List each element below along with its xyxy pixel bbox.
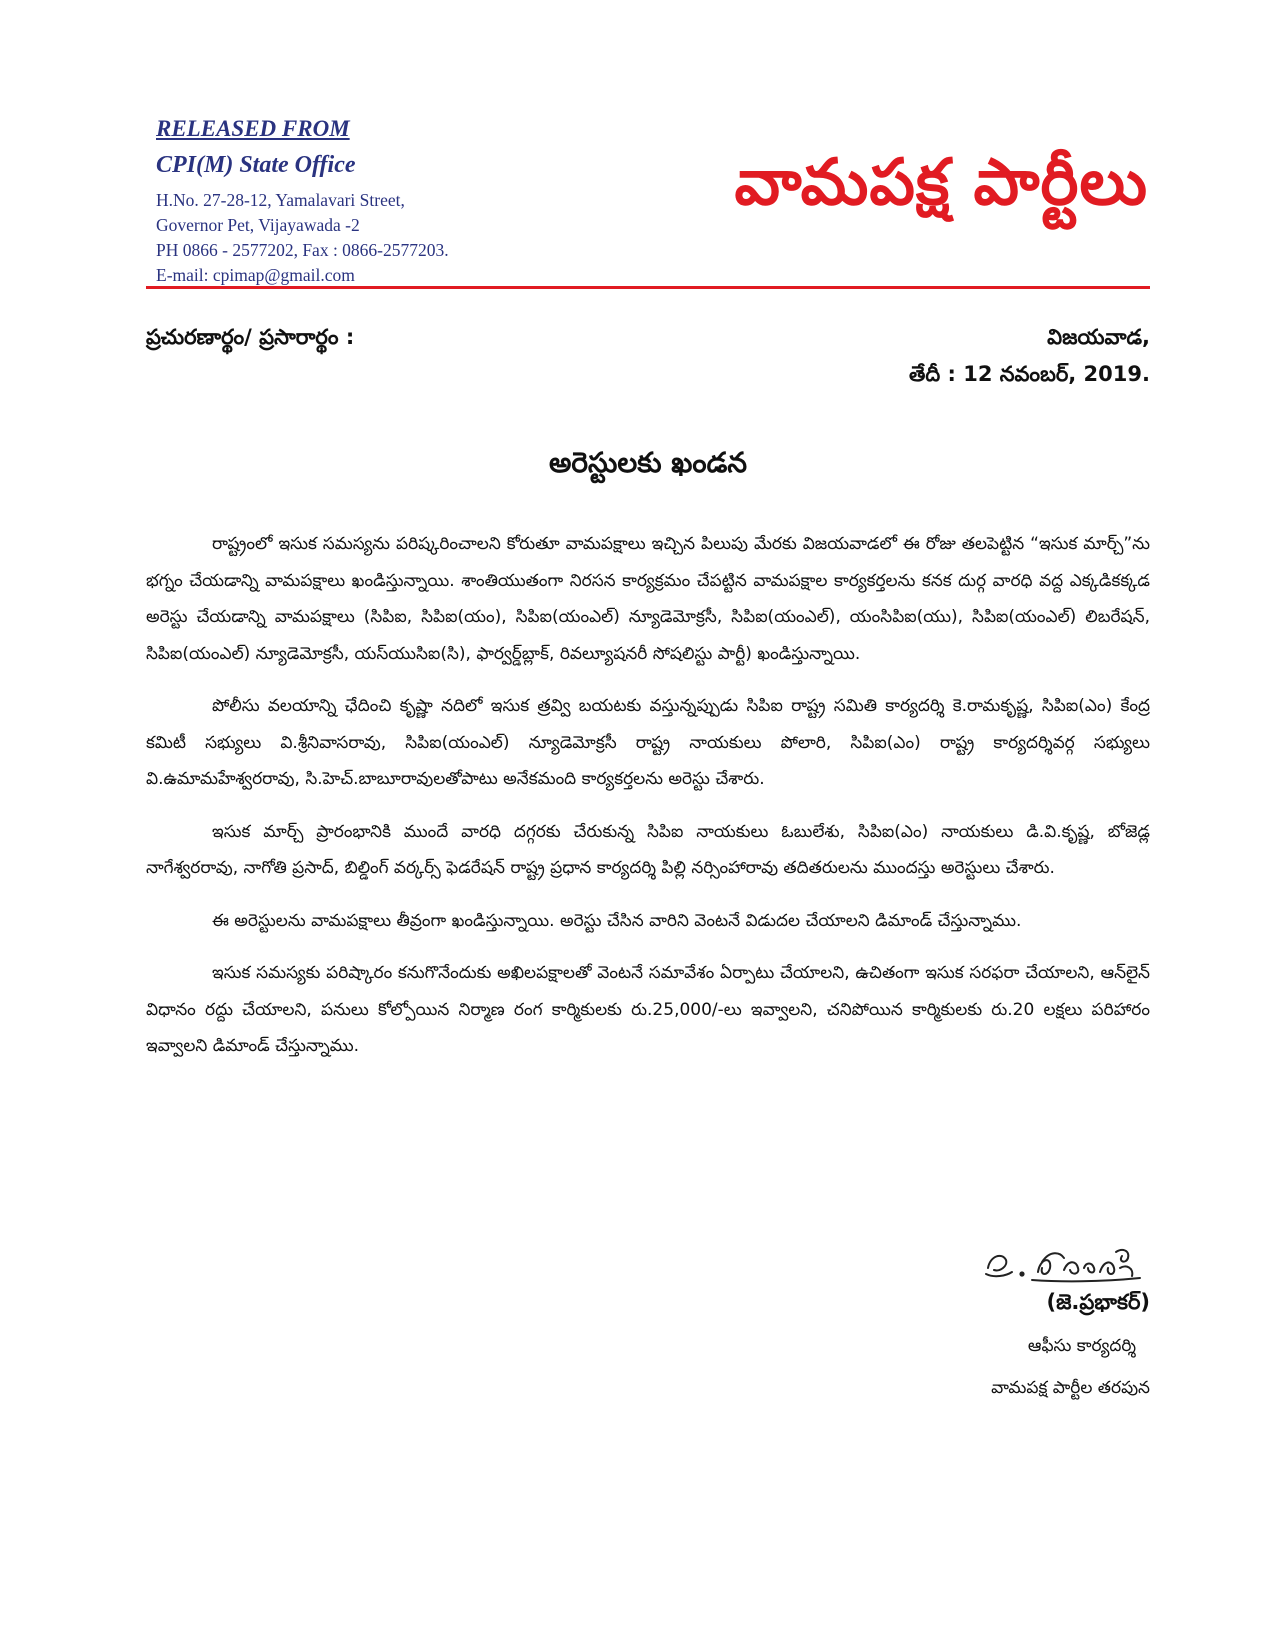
body-paragraph-4: ఈ అరెస్టులను వామపక్షాలు తీవ్రంగా ఖండిస్తున్నాయి. అరెస్టు చేసిన వారిని వెంటనే విడుదల చేయాలని డిమాండ్ చేస్తున్నాము. (212, 910, 1022, 931)
body-paragraph-3: ఇసుక మార్చ్ ప్రారంభానికి ముందే వారధి దగ్గరకు చేరుకున్న సిపిఐ నాయకులు ఓబులేశు, సిపిఐ(ఎం) నాయకులు డి.వి.కృష్ణ, బోజెడ్ల నాగేశ్వరరావు, నాగోతి ప్రసాద్, బిల్డింగ్ వర్కర్స్ ఫెడరేషన్ రాష్ట్ర ప్రధాన కార్యదర్శి పిల్లి నర్సింహారావు తదితరులను ముందస్తు అరెస్టులు చేశారు. (146, 821, 1150, 878)
office-name: CPI(M) State Office (156, 152, 356, 178)
place-label: విజయవాడ, (1047, 325, 1150, 349)
date-label: తేదీ : 12 నవంబర్, 2019. (909, 362, 1150, 386)
address-line-city: Governor Pet, Vijayawada -2 (156, 215, 360, 235)
document-body (146, 526, 1150, 1081)
signatory-organization: వామపక్ష పార్టీల తరపున (991, 1378, 1150, 1398)
document-title: అరెస్టులకు ఖండన (549, 446, 747, 479)
address-line-street: H.No. 27-28-12, Yamalavari Street, (156, 190, 405, 210)
office-address (156, 188, 449, 288)
signatory-title: ఆఫీసు కార్యదర్శి (1027, 1336, 1136, 1356)
signatory-name: (జె.ప్రభాకర్) (1046, 1290, 1150, 1314)
header-divider (146, 286, 1150, 289)
handwritten-signature (980, 1238, 1150, 1286)
signature-block (890, 1238, 1150, 1402)
body-paragraph-5: ఇసుక సమస్యకు పరిష్కారం కనుగొనేందుకు అఖిలపక్షాలతో వెంటనే సమావేశం ఏర్పాటు చేయాలని, ఉచితంగా ఇసుక సరఫరా చేయాలని, ఆన్‌లైన్ విధానం రద్దు చేయాలని, పనులు కోల్పోయిన నిర్మాణ రంగ కార్మికులకు రు.25,000/-లు ఇవ్వాలని, చనిపోయిన కార్మికులకు రు.20 లక్షలు పరిహారం ఇవ్వాలని డిమాండ్ చేస్తున్నాము. (146, 963, 1150, 1056)
party-name-heading: వామపక్ష పార్టీలు (734, 146, 1148, 220)
address-line-phone: PH 0866 - 2577202, Fax : 0866-2577203. (156, 240, 449, 260)
body-paragraph-1: రాష్ట్రంలో ఇసుక సమస్యను పరిష్కరించాలని కోరుతూ వామపక్షాలు ఇచ్చిన పిలుపు మేరకు విజయవాడలో ఈ రోజు తలపెట్టిన “ఇసుక మార్చ్”ను భగ్నం చేయడాన్ని వామపక్షాలు ఖండిస్తున్నాయి. శాంతియుతంగా నిరసన కార్యక్రమం చేపట్టిన వామపక్షాల కార్యకర్తలను కనక దుర్గ వారధి వద్ద ఎక్కడికక్కడ అరెస్టు చేయడాన్ని వామపక్షాలు (సిపిఐ, సిపిఐ(యం), సిపిఐ(యంఎల్) న్యూడెమోక్రసీ, సిపిఐ(యంఎల్), యంసిపిఐ(యు), సిపిఐ(యంఎల్) లిబరేషన్, సిపిఐ(యంఎల్) న్యూడెమోక్రసీ, యస్‌యుసిఐ(సి), ఫార్వర్డ్‌బ్లాక్, రివల్యూషనరీ సోషలిస్టు పార్టీ) ఖండిస్తున్నాయి. (146, 534, 1150, 664)
address-line-email: E-mail: cpimap@gmail.com (156, 265, 355, 285)
body-paragraph-2: పోలీసు వలయాన్ని ఛేదించి కృష్ణా నదిలో ఇసుక త్రవ్వి బయటకు వస్తున్నప్పుడు సిపిఐ రాష్ట్ర సమితి కార్యదర్శి కె.రామకృష్ణ, సిపిఐ(ఎం) కేంద్ర కమిటీ సభ్యులు వి.శ్రీనివాసరావు, సిపిఐ(యంఎల్) న్యూడెమోక్రసీ రాష్ట్ర నాయకులు పోలారి, సిపిఐ(ఎం) రాష్ట్ర కార్యదర్శివర్గ సభ్యులు వి.ఉమామహేశ్వరరావు, సి.హెచ్.బాబూరావులతోపాటు అనేకమంది కార్యకర్తలను అరెస్టు చేశారు. (146, 696, 1150, 789)
released-from-label: RELEASED FROM (156, 116, 350, 141)
letterhead (150, 112, 1150, 292)
release-type-label: ప్రచురణార్థం/ ప్రసారార్థం : (146, 325, 355, 349)
